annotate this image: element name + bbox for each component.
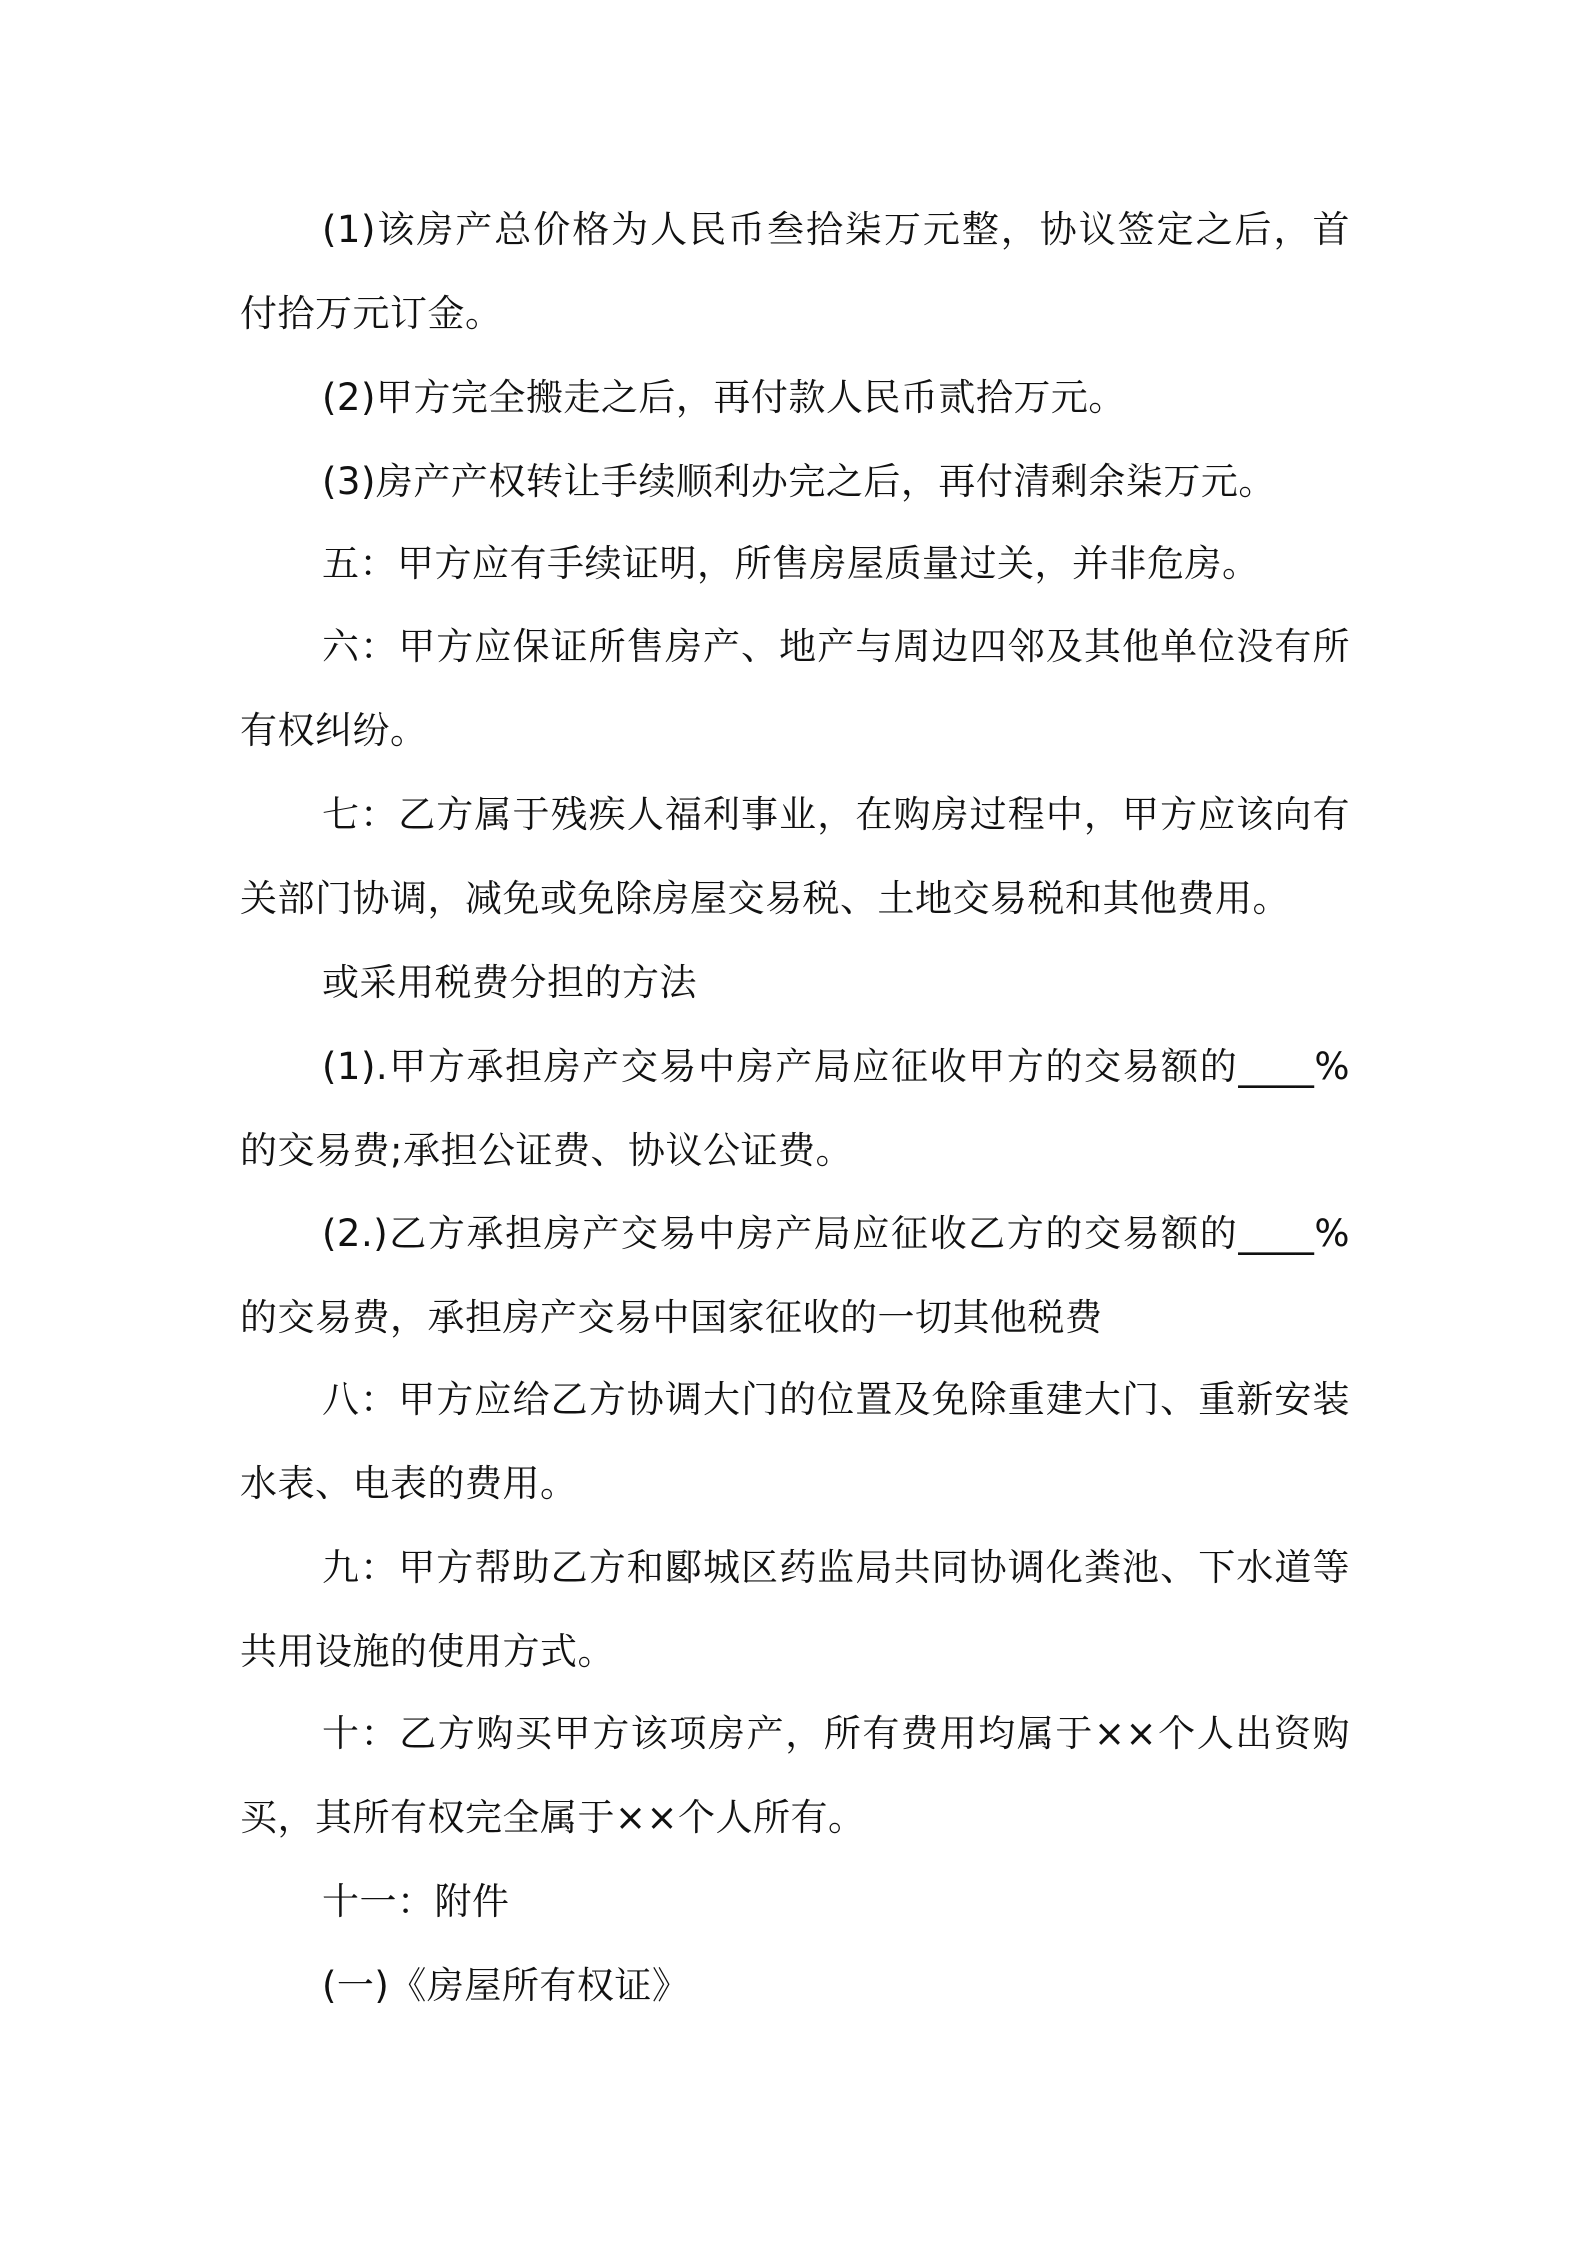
tax-sharing-item-2: (2.)乙方承担房产交易中房产局应征收乙方的交易额的____%的交易费，承担房产交易中国家征收的一切其他税费 bbox=[240, 1212, 1350, 1339]
clause-11-attachments: 十一：附件 bbox=[322, 1880, 510, 1923]
clause-7: 七：乙方属于残疾人福利事业，在购房过程中，甲方应该向有关部门协调，减免或免除房屋交易税、土地交易税和其他费用。 bbox=[240, 793, 1350, 920]
clause-8: 八：甲方应给乙方协调大门的位置及免除重建大门、重新安装水表、电表的费用。 bbox=[240, 1378, 1350, 1505]
attachment-1: (一)《房屋所有权证》 bbox=[322, 1964, 690, 2007]
clause-4-item-2: (2)甲方完全搬走之后，再付款人民币贰拾万元。 bbox=[322, 376, 1126, 419]
tax-sharing-item-1: (1).甲方承担房产交易中房产局应征收甲方的交易额的____%的交易费;承担公证费、协议公证费。 bbox=[240, 1045, 1350, 1172]
clause-4-item-3: (3)房产产权转让手续顺利办完之后，再付清剩余柒万元。 bbox=[322, 460, 1276, 503]
clause-9: 九：甲方帮助乙方和郾城区药监局共同协调化粪池、下水道等共用设施的使用方式。 bbox=[240, 1546, 1350, 1673]
clause-10: 十：乙方购买甲方该项房产，所有费用均属于××个人出资购买，其所有权完全属于××个人所有。 bbox=[240, 1712, 1350, 1839]
tax-sharing-heading: 或采用税费分担的方法 bbox=[322, 961, 697, 1004]
clause-4-item-1: (1)该房产总价格为人民币叁拾柒万元整，协议签定之后，首付拾万元订金。 bbox=[240, 208, 1350, 335]
clause-5: 五：甲方应有手续证明，所售房屋质量过关，并非危房。 bbox=[322, 542, 1260, 585]
clause-6: 六：甲方应保证所售房产、地产与周边四邻及其他单位没有所有权纠纷。 bbox=[240, 625, 1350, 752]
